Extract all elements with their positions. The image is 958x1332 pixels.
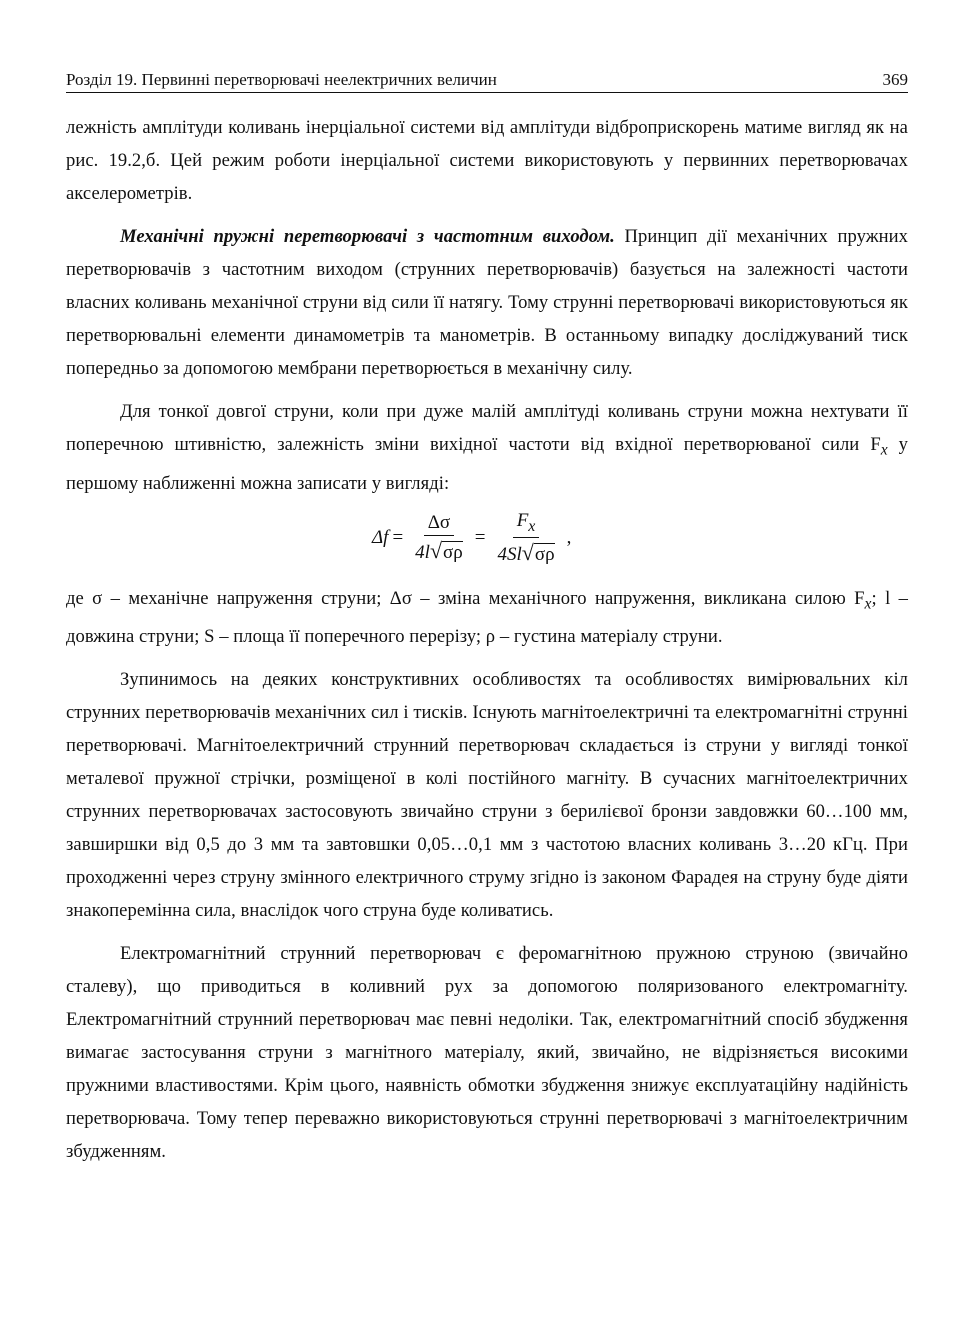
subscript-x-2: x xyxy=(864,595,872,613)
den1-coef: 4l xyxy=(415,541,430,563)
page-number: 369 xyxy=(882,70,908,89)
paragraph-4 xyxy=(66,582,908,654)
section-heading: Механічні пружні перетворювачі з частотним виходом. xyxy=(120,226,615,247)
subscript-x: x xyxy=(880,441,888,459)
paragraph-4-text: де σ – механічне напруження струни; Δσ – зміна механічного напруження, викликана силою F xyxy=(66,587,865,609)
equals-sign-2: = xyxy=(474,526,486,548)
paragraph-6: Електромагнітний струнний перетворювач є феромагнітною пружною струною (звичайно сталеву), що приводиться в коливний рух за допомогою поляризованого електромагніту. Електромагнітний струнний перетворювач має певні недоліки. Так, електромагнітний спосіб збудження вимагає застосування струни з магнітного матеріалу, який, звичайно, не відрізняється високими пружними властивостями. Крім цього, наявність обмотки збудження знижує експлуатаційну надійність перетворювача. Тому тепер переважно використовуються струнні перетворювачі з магнітоелектричним збудженням. xyxy=(66,943,908,1163)
paragraph-5: Зупинимось на деяких конструктивних особливостях та особливостях вимірювальних кіл струнних перетворювачів механічних сил і тисків. Існують магнітоелектричні та електромагнітні струнні перетворювачі. Магнітоелектричний струнний перетворювач складається із струни у вигляді тонкої металевої пружної стрічки, розміщеної в колі постійного магніту. В сучасних магнітоелектричних струнних перетворювачах застосовують звичайно струни з берилієвої бронзи завдовжки 60…100 мм, завширшки від 0,5 до 3 мм та завтовшки 0,05…0,1 мм з частотою власних коливань 3…20 кГц. При проходженні через струну змінного електричного струму згідно із законом Фарадея на струну буде діяти знакоперемінна сила, внаслідок чого струна буде коливатись. xyxy=(66,669,908,922)
formula-comma: , xyxy=(566,526,572,548)
den1-radicand: σρ xyxy=(443,541,463,563)
paragraph-2-text: Принцип дії механічних пружних перетворювачів з частотним виходом (струнних перетворювачів) базується на залежності частоти власних коливань механічної струни від сили її натягу. Тому струнні перетворювачі використовуються як перетворювальні елементи динамометрів та манометрів. В останньому випадку досліджуваний тиск попередньо за допомогою мембрани перетворюється в механічну силу. xyxy=(66,226,909,379)
running-header xyxy=(66,70,908,93)
fraction-1-denominator xyxy=(411,536,467,564)
fraction-2-denominator xyxy=(493,538,558,566)
fraction-2-numerator xyxy=(513,510,540,538)
fraction-2 xyxy=(493,510,558,566)
formula-lhs: Δf xyxy=(372,526,389,548)
equals-sign: = xyxy=(392,526,404,548)
chapter-title: Розділ 19. Первинні перетворювачі неелектричних величин xyxy=(66,70,497,89)
fraction-1-numerator: Δσ xyxy=(424,512,454,536)
paragraph-4-end: ; l – довжина струни; S – площа її поперечного перерізу; ρ – густина матеріалу струни. xyxy=(66,587,908,648)
paragraph-1: лежність амплітуди коливань інерціальної системи від амплітуди відброприскорень матиме вигляд як на рис. 19.2,б. Цей режим роботи інерціальної системи використовують у первинних перетворювачах акселерометрів. xyxy=(66,117,908,204)
den2-radicand: σρ xyxy=(534,543,555,565)
radical-icon: √ xyxy=(429,537,443,563)
fraction-1 xyxy=(411,512,467,564)
paragraph-3-end: у першому наближенні можна записати у вигляді: xyxy=(66,434,909,494)
paragraph-3-text: Для тонкої довгої струни, коли при дуже малій амплітуді коливань струни можна нехтувати її поперечною штивністю, залежність зміни вихідної частоти від вхідної перетворюваної сили F xyxy=(66,401,908,455)
den2-coef: 4Sl xyxy=(497,543,522,565)
radical-icon-2: √ xyxy=(521,539,534,565)
paragraph-3 xyxy=(66,395,908,500)
paragraph-2 xyxy=(66,220,908,385)
formula xyxy=(66,500,908,578)
book-page xyxy=(66,70,908,1168)
page-body xyxy=(66,111,908,1168)
num2-sub: x xyxy=(528,517,536,535)
num2-var: F xyxy=(516,509,529,531)
